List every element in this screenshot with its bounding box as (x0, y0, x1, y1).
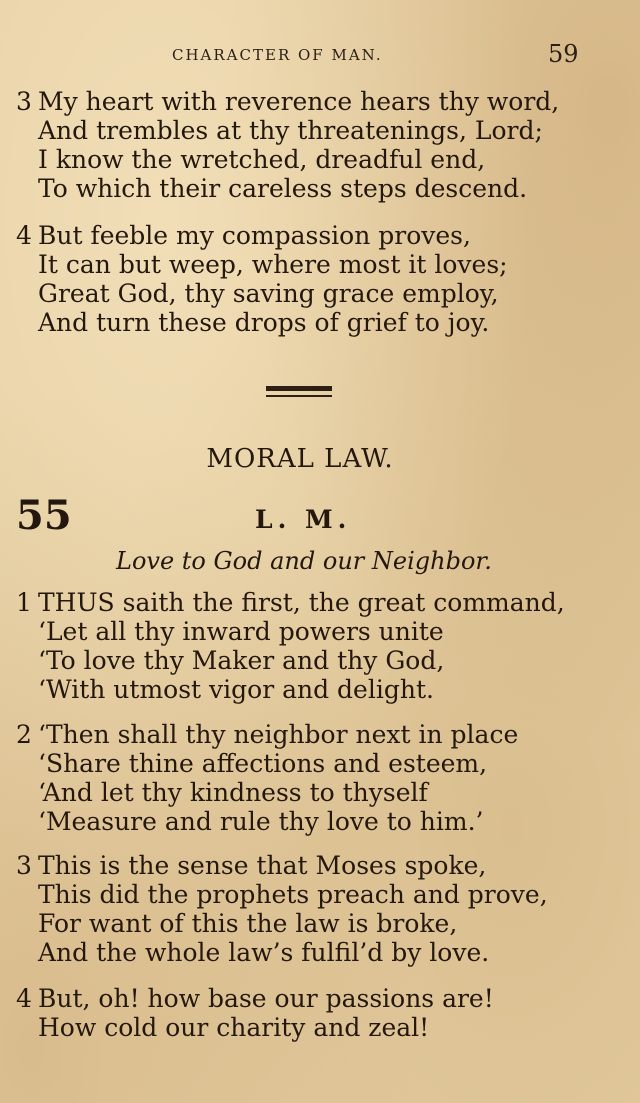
verse-text: This did the prophets preach and prove, (38, 880, 548, 909)
verse-line (16, 250, 508, 279)
verse-line (16, 778, 518, 807)
verse-line (16, 116, 559, 145)
hymn-stanza-2 (16, 720, 518, 836)
verse-text: But feeble my compassion proves, (38, 221, 471, 250)
verse-line (16, 851, 548, 880)
stanza-number: 2 (16, 720, 32, 749)
stanza-number: 4 (16, 221, 32, 250)
verse-text: And trembles at thy threatenings, Lord; (38, 116, 543, 145)
stanza-number: 3 (16, 87, 32, 116)
stanza-number: 4 (16, 984, 32, 1013)
hymn-subtitle: Love to God and our Neighbor. (116, 547, 492, 575)
verse-line (16, 87, 559, 116)
verse-text: Great God, thy saving grace employ, (38, 279, 499, 308)
verse-line (16, 938, 548, 967)
prev-stanza-4 (16, 221, 508, 337)
hymn-stanza-4 (16, 984, 494, 1042)
verse-text: For want of this the law is broke, (38, 909, 458, 938)
verse-text: And the whole law’s fulfil’d by love. (38, 938, 490, 967)
verse-text: ‘With utmost vigor and delight. (38, 675, 434, 704)
verse-text: My heart with reverence hears thy word, (38, 87, 560, 116)
verse-text: And turn these drops of grief to joy. (38, 308, 490, 337)
verse-text: How cold our charity and zeal! (38, 1013, 430, 1042)
verse-line (16, 807, 518, 836)
verse-text: ‘And let thy kindness to thyself (38, 778, 428, 807)
hymn-number: 55 (16, 492, 72, 539)
hymn-meter: L. M. (255, 505, 352, 534)
verse-line (16, 720, 518, 749)
verse-line (16, 749, 518, 778)
verse-text: ‘Then shall thy neighbor next in place (38, 720, 519, 749)
prev-stanza-3 (16, 87, 559, 203)
verse-text: To which their careless steps descend. (38, 174, 528, 203)
running-title: CHARACTER OF MAN. (172, 46, 383, 64)
verse-text: ‘To love thy Maker and thy God, (38, 646, 445, 675)
verse-text: ‘Measure and rule thy love to him.’ (38, 807, 484, 836)
verse-line (16, 174, 559, 203)
verse-line (16, 909, 548, 938)
verse-line (16, 675, 565, 704)
verse-text: ‘Let all thy inward powers unite (38, 617, 444, 646)
verse-text: But, oh! how base our passions are! (38, 984, 494, 1013)
hymn-stanza-3 (16, 851, 548, 967)
verse-line (16, 145, 559, 174)
verse-line (16, 617, 565, 646)
verse-text: I know the wretched, dreadful end, (38, 145, 486, 174)
verse-line (16, 984, 494, 1013)
page-number: 59 (548, 40, 579, 68)
hymn-stanza-1 (16, 588, 565, 704)
verse-text: THUS saith the first, the great command, (38, 588, 565, 617)
section-title: MORAL LAW. (206, 444, 394, 474)
section-divider (266, 386, 332, 398)
verse-line (16, 279, 508, 308)
stanza-number: 1 (16, 588, 32, 617)
verse-text: It can but weep, where most it loves; (38, 250, 508, 279)
verse-line (16, 1013, 494, 1042)
verse-text: ‘Share thine affections and esteem, (38, 749, 488, 778)
verse-text: This is the sense that Moses spoke, (38, 851, 487, 880)
verse-line (16, 308, 508, 337)
verse-line (16, 880, 548, 909)
stanza-number: 3 (16, 851, 32, 880)
verse-line (16, 646, 565, 675)
verse-line (16, 221, 508, 250)
verse-line (16, 588, 565, 617)
